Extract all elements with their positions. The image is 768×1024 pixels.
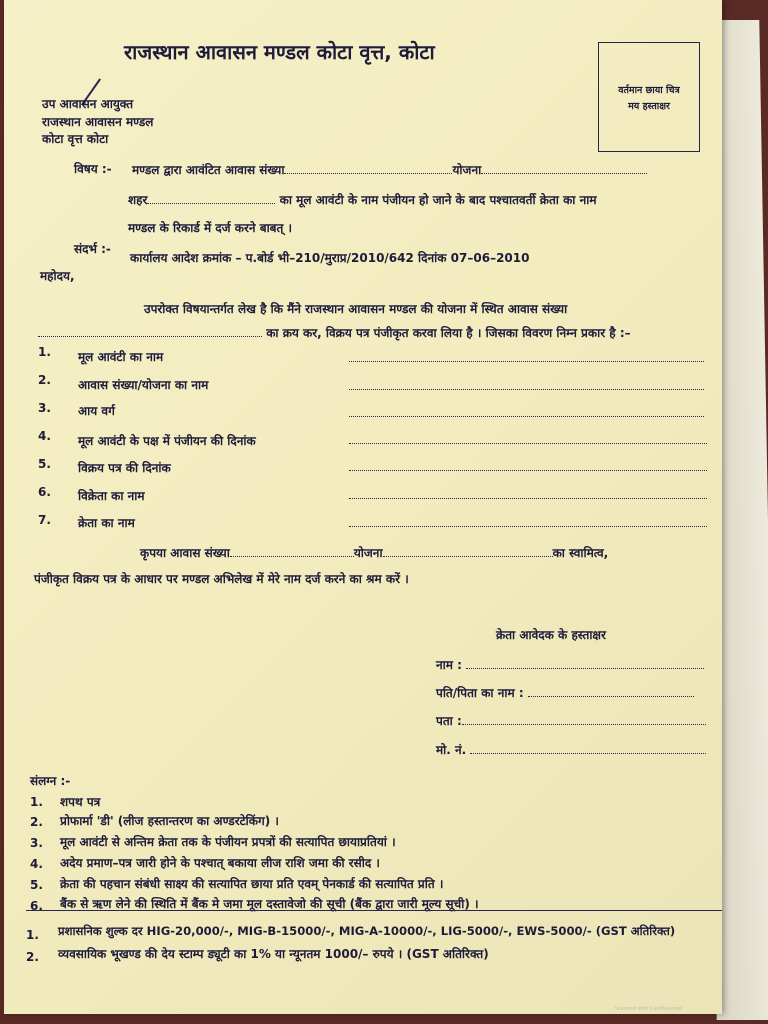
blank-field[interactable] — [147, 202, 275, 204]
blank-field[interactable] — [383, 555, 553, 557]
signature-father-row — [436, 684, 694, 701]
request-line-1 — [140, 544, 608, 561]
subject-label: विषय :- — [74, 162, 112, 176]
detail-label: क्रेता का नाम — [78, 516, 135, 530]
mobile-field[interactable] — [470, 752, 706, 754]
note-text: व्यवसायिक भूखण्ड की देय स्टाम्प ड्यूटी का 1% या न्यूनतम 1000/– रुपये । (GST अतिरिक्त) — [58, 947, 489, 961]
body-text: का क्रय कर, विक्रय पत्र पंजीकृत करवा लिया है । जिसका विवरण निम्न प्रकार है :– — [266, 326, 631, 340]
detail-blank[interactable] — [349, 470, 707, 471]
note-number: 1. — [26, 928, 39, 942]
detail-label: विक्रेता का नाम — [78, 489, 145, 503]
note-text: प्रशासनिक शुल्क दर HIG-20,000/-, MIG-B-15000/-, MIG-A-10000/-, LIG-5000/-, EWS-5000/- (GST अतिरिक्त) — [58, 924, 676, 938]
request-line-2: पंजीकृत विक्रय पत्र के आधार पर मण्डल अभिलेख में मेरे नाम दर्ज करने का श्रम करें । — [34, 572, 409, 586]
detail-number: 7. — [38, 513, 51, 527]
subject-text-2: का मूल आवंटी के नाम पंजीयन हो जाने के बाद पश्चातवर्ती क्रेता का नाम — [279, 193, 597, 207]
subject-line-3: मण्डल के रिकार्ड में दर्ज करने बाबत् । — [128, 221, 293, 235]
enclosure-item: मूल आवंटी से अन्तिम क्रेता तक के पंजीयन प्रपत्रों की सत्यापित छायाप्रतियां । — [60, 835, 396, 849]
detail-blank[interactable] — [349, 416, 704, 417]
enclosure-item: शपथ पत्र — [60, 795, 101, 809]
reference-label: संदर्भ :- — [74, 242, 111, 256]
divider — [26, 910, 722, 911]
blank-field[interactable] — [230, 555, 354, 557]
form-page — [4, 0, 722, 1014]
enclosure-number: 6. — [30, 899, 43, 913]
address-line: राजस्थान आवासन मण्डल — [42, 115, 154, 129]
detail-label: आय वर्ग — [78, 404, 115, 418]
detail-label: विक्रय पत्र की दिनांक — [78, 461, 171, 475]
photo-box-label: वर्तमान छाया चित्र — [618, 85, 680, 96]
detail-blank[interactable] — [349, 526, 707, 527]
detail-number: 5. — [38, 457, 51, 471]
detail-label: मूल आवंटी के पक्ष में पंजीयन की दिनांक — [78, 434, 256, 448]
father-label: पति/पिता का नाम : — [436, 686, 524, 700]
detail-blank[interactable] — [349, 498, 707, 499]
reference-text: कार्यालय आदेश क्रमांक – प.बोर्ड भी–210/मुराप्र/2010/642 दिनांक 07–06–2010 — [130, 251, 530, 265]
enclosure-item: बैंक से ऋण लेने की स्थिति में बैंक मे जमा मूल दस्तावेजो की सूची (बैंक द्वारा जारी मूल्य सूची) । — [60, 897, 479, 911]
page-title: राजस्थान आवासन मण्डल कोटा वृत्त, कोटा — [124, 40, 435, 64]
address-line: कोटा वृत्त कोटा — [42, 132, 109, 146]
subject-text: मण्डल द्वारा आवंटित आवास संख्या — [132, 163, 285, 177]
signature-mobile-row — [436, 741, 706, 758]
enclosure-item: प्रोफार्मा 'डी' (लीज हस्तान्तरण का अण्डरटेकिंग) । — [60, 814, 279, 828]
blank-field[interactable] — [38, 335, 262, 337]
scanner-watermark: Scanned with CamScanner — [614, 1006, 682, 1012]
detail-label: आवास संख्या/योजना का नाम — [78, 378, 209, 392]
body-line-1: उपरोक्त विषयान्तर्गत लेख है कि मैंने राजस्थान आवासन मण्डल की योजना में स्थित आवास संख्या — [144, 302, 568, 316]
salutation: महोदय, — [40, 269, 75, 283]
subject-line-1 — [132, 161, 647, 178]
request-swamitva: का स्वामित्व, — [552, 546, 609, 560]
address-line: उप आवासन आयुक्त — [42, 97, 134, 111]
father-field[interactable] — [528, 695, 694, 697]
photo-box-label-2: मय हस्ताक्षर — [628, 101, 670, 112]
enclosure-item: क्रेता की पहचान संबंधी साक्ष्य की सत्यापित छाया प्रति एवम् पेनकार्ड की सत्यापित प्रति । — [60, 877, 444, 891]
enclosure-number: 3. — [30, 836, 43, 850]
request-text: कृपया आवास संख्या — [140, 546, 230, 560]
name-field[interactable] — [466, 667, 704, 669]
detail-number: 4. — [38, 429, 51, 443]
address-label: पता : — [436, 714, 462, 728]
signature-name-row — [436, 656, 704, 673]
detail-blank[interactable] — [349, 361, 704, 362]
detail-number: 2. — [38, 373, 51, 387]
detail-number: 3. — [38, 401, 51, 415]
signature-address-row — [436, 712, 706, 729]
subject-yojana: योजना — [452, 163, 482, 177]
detail-number: 6. — [38, 485, 51, 499]
subject-line-2 — [128, 191, 597, 208]
mobile-label: मो. नं. — [436, 743, 467, 757]
detail-blank[interactable] — [349, 443, 707, 444]
enclosures-title: संलग्न :- — [30, 774, 71, 788]
blank-field[interactable] — [284, 172, 452, 174]
detail-label: मूल आवंटी का नाम — [78, 350, 164, 364]
address-field[interactable] — [462, 723, 706, 725]
detail-number: 1. — [38, 345, 51, 359]
enclosure-number: 4. — [30, 857, 43, 871]
photo-signature-box — [598, 42, 700, 152]
enclosure-number: 5. — [30, 878, 43, 892]
note-number: 2. — [26, 950, 39, 964]
body-line-2 — [38, 324, 631, 341]
blank-field[interactable] — [481, 172, 647, 174]
name-label: नाम : — [436, 658, 462, 672]
enclosure-number: 2. — [30, 815, 43, 829]
subject-shahar: शहर — [128, 193, 148, 207]
signature-title: क्रेता आवेदक के हस्ताक्षर — [496, 628, 606, 642]
detail-blank[interactable] — [349, 389, 704, 390]
request-yojana: योजना — [353, 546, 383, 560]
enclosure-number: 1. — [30, 795, 43, 809]
enclosure-item: अदेय प्रमाण–पत्र जारी होने के पश्चात् बकाया लीज राशि जमा की रसीद । — [60, 856, 380, 870]
